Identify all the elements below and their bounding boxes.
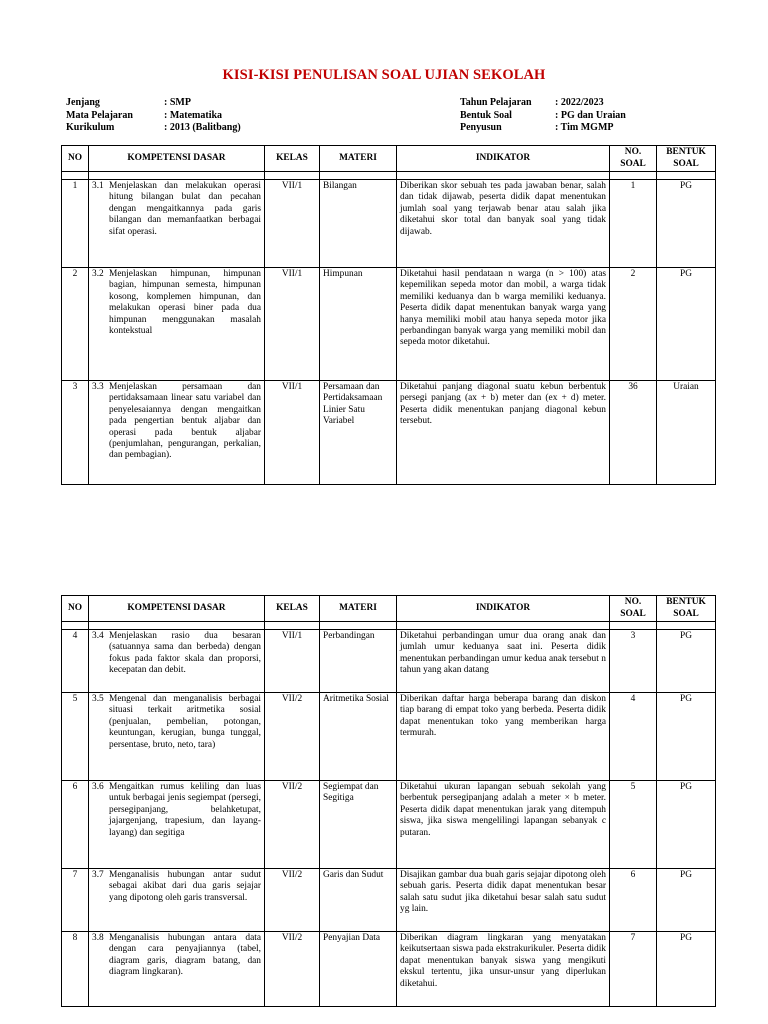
cell-indikator: Diketahui hasil pendataan n warga (n > 100) atas kepemilikan sepeda motor dan mobil, a warga tidak memiliki keduanya dan b warga memiliki keduanya. Peserta didik dapat menentukan banyak warga yang hanya memiliki mobil atau hanya sepeda motor jika perbandingan banyak warga yang memiliki mobil dan sepeda motor diketahui. <box>397 268 610 381</box>
kisi-table-2 <box>61 595 716 1007</box>
meta-key: Tahun Pelajaran <box>460 97 532 108</box>
header-no: NO <box>62 146 89 172</box>
cell-bentuk-soal: Uraian <box>657 381 716 485</box>
cell-no: 4 <box>62 630 89 693</box>
cell-indikator: Diberikan diagram lingkaran yang menyatakan keikutsertaan siswa pada ekstrakurikuler. Peserta didik dapat menentukan banyak siswa yang mengikuti ekskul tertentu, jika unsur-unsur yang diperlukan diketahui. <box>397 932 610 1007</box>
cell-indikator: Diberikan skor sebuah tes pada jawaban benar, salah dan tidak dijawab, peserta didik dapat menentukan jumlah soal yang terjawab benar atau salah jika diketahui skor total dan banyak soal yang tidak dijawab. <box>397 180 610 268</box>
header-kelas: KELAS <box>265 146 320 172</box>
header-bentuk-soal: BENTUK SOAL <box>657 596 716 622</box>
cell-bentuk-soal: PG <box>657 180 716 268</box>
table-row <box>62 180 716 268</box>
header-materi: MATERI <box>320 146 397 172</box>
header-no-soal: NO. SOAL <box>610 596 657 622</box>
meta-value: : SMP <box>164 97 191 108</box>
kd-text: Menjelaskan himpunan, himpunan bagian, himpunan semesta, himpunan kosong, komplemen himpunan, dan melakukan operasi biner pada dua himpunan menggunakan masalah kontekstual <box>109 269 261 337</box>
header-bentuk-soal: BENTUK SOAL <box>657 146 716 172</box>
table-row <box>62 381 716 485</box>
kisi-table-2-body <box>62 596 716 1007</box>
cell-kompetensi-dasar <box>89 932 265 1007</box>
kd-text: Menganalisis hubungan antar sudut sebagai akibat dari dua garis sejajar yang dipotong oleh garis transversal. <box>109 870 261 903</box>
spacer-cell <box>610 622 657 630</box>
cell-no: 6 <box>62 781 89 869</box>
cell-no-soal: 4 <box>610 693 657 781</box>
cell-indikator: Diketahui ukuran lapangan sebuah sekolah yang berbentuk persegipanjang adalah a meter × b meter. Peserta didik dapat menentukan jarak yang ditempuh siswa, jika siswa mengelilingi lapangan sebanyak c putaran. <box>397 781 610 869</box>
kd-wrap <box>92 870 261 904</box>
spacer-cell <box>265 172 320 180</box>
cell-kompetensi-dasar <box>89 693 265 781</box>
kd-number: 3.8 <box>92 933 104 943</box>
cell-bentuk-soal: PG <box>657 268 716 381</box>
spacer-cell <box>89 172 265 180</box>
spacer-cell <box>62 172 89 180</box>
header-materi: MATERI <box>320 596 397 622</box>
kd-number: 3.3 <box>92 382 104 392</box>
cell-no-soal: 3 <box>610 630 657 693</box>
header-kelas: KELAS <box>265 596 320 622</box>
table-row <box>62 268 716 381</box>
meta-key: Bentuk Soal <box>460 109 512 121</box>
cell-materi: Segiempat dan Segitiga <box>320 781 397 869</box>
kd-number: 3.2 <box>92 269 104 279</box>
cell-kompetensi-dasar <box>89 381 265 485</box>
spacer-cell <box>397 622 610 630</box>
spacer-cell <box>62 622 89 630</box>
meta-row <box>66 110 241 123</box>
spacer-cell <box>610 172 657 180</box>
cell-no-soal: 6 <box>610 869 657 932</box>
cell-materi: Aritmetika Sosial <box>320 693 397 781</box>
cell-materi: Garis dan Sudut <box>320 869 397 932</box>
cell-no: 1 <box>62 180 89 268</box>
meta-value: : Tim MGMP <box>555 122 614 133</box>
table-row <box>62 869 716 932</box>
meta-right <box>460 97 626 135</box>
cell-no: 3 <box>62 381 89 485</box>
header-kompetensi-dasar: KOMPETENSI DASAR <box>89 146 265 172</box>
spacer-cell <box>265 622 320 630</box>
cell-kelas: VII/2 <box>265 932 320 1007</box>
spacer-cell <box>657 622 716 630</box>
kd-wrap <box>92 631 261 677</box>
cell-no-soal: 5 <box>610 781 657 869</box>
cell-bentuk-soal: PG <box>657 932 716 1007</box>
cell-kelas: VII/1 <box>265 381 320 485</box>
kd-text: Mengenal dan menganalisis berbagai situasi terkait aritmetika sosial (penjualan, pembelian, potongan, keuntungan, kerugian, bunga tunggal, persentase, bruto, neto, tara) <box>109 694 261 750</box>
header-kompetensi-dasar: KOMPETENSI DASAR <box>89 596 265 622</box>
meta-row <box>460 122 626 135</box>
cell-no-soal: 1 <box>610 180 657 268</box>
spacer-row <box>62 622 716 630</box>
cell-no: 7 <box>62 869 89 932</box>
table-row <box>62 630 716 693</box>
cell-bentuk-soal: PG <box>657 693 716 781</box>
cell-no: 5 <box>62 693 89 781</box>
kd-wrap <box>92 782 261 839</box>
kd-text: Menganalisis hubungan antara data dengan cara penyajiannya (tabel, diagram garis, diagram batang, dan diagram lingkaran). <box>109 933 261 978</box>
meta-value: : 2022/2023 <box>555 97 604 108</box>
meta-row <box>460 110 626 123</box>
meta-value: : Matematika <box>164 109 223 121</box>
header-no: NO <box>62 596 89 622</box>
table-row <box>62 932 716 1007</box>
meta-left <box>66 97 241 135</box>
header-no-soal: NO. SOAL <box>610 146 657 172</box>
kd-text: Menjelaskan persamaan dan pertidaksamaan linear satu variabel dan penyelesaiannya dengan mengaitkan pada pengertian bentuk aljabar dan operasi pada bentuk aljabar (penjumlahan, pengurangan, perkalian, dan pembagian). <box>109 382 261 461</box>
spacer-cell <box>320 172 397 180</box>
cell-kompetensi-dasar <box>89 781 265 869</box>
meta-key: Kurikulum <box>66 122 115 133</box>
header-indikator: INDIKATOR <box>397 146 610 172</box>
meta-row <box>460 97 626 110</box>
kd-wrap <box>92 181 261 238</box>
kd-wrap <box>92 694 261 751</box>
cell-indikator: Diberikan daftar harga beberapa barang dan diskon tiap barang di empat toko yang berbeda. Peserta didik dapat menentukan toko yang memberikan harga termurah. <box>397 693 610 781</box>
cell-no: 2 <box>62 268 89 381</box>
cell-bentuk-soal: PG <box>657 781 716 869</box>
document-title: KISI-KISI PENULISAN SOAL UJIAN SEKOLAH <box>222 67 546 83</box>
kd-number: 3.1 <box>92 181 104 191</box>
spacer-cell <box>657 172 716 180</box>
cell-kompetensi-dasar <box>89 869 265 932</box>
header-indikator: INDIKATOR <box>397 596 610 622</box>
cell-materi: Penyajian Data <box>320 932 397 1007</box>
meta-value: : 2013 (Balitbang) <box>164 122 241 133</box>
kisi-table-1-body <box>62 146 716 485</box>
cell-no-soal: 2 <box>610 268 657 381</box>
cell-no-soal: 7 <box>610 932 657 1007</box>
cell-bentuk-soal: PG <box>657 630 716 693</box>
cell-kelas: VII/2 <box>265 869 320 932</box>
spacer-cell <box>397 172 610 180</box>
cell-kompetensi-dasar <box>89 268 265 381</box>
meta-key: Penyusun <box>460 122 502 133</box>
cell-indikator: Disajikan gambar dua buah garis sejajar dipotong oleh sebuah garis. Peserta didik dapat menentukan besar salah satu sudut jika diketahui besar salah satu sudut yg lain. <box>397 869 610 932</box>
cell-kelas: VII/1 <box>265 630 320 693</box>
table-row <box>62 781 716 869</box>
cell-materi: Bilangan <box>320 180 397 268</box>
kd-wrap <box>92 933 261 979</box>
table-row <box>62 693 716 781</box>
cell-no-soal: 36 <box>610 381 657 485</box>
kd-number: 3.4 <box>92 631 104 641</box>
spacer-cell <box>89 622 265 630</box>
cell-kompetensi-dasar <box>89 180 265 268</box>
cell-kompetensi-dasar <box>89 630 265 693</box>
kd-number: 3.6 <box>92 782 104 792</box>
kd-text: Menjelaskan dan melakukan operasi hitung bilangan bulat dan pecahan dengan mengaitkannya pada garis bilangan dan memanfaatkan berbagai sifat operasi. <box>109 181 261 237</box>
meta-row <box>66 97 241 110</box>
kd-number: 3.5 <box>92 694 104 704</box>
cell-kelas: VII/1 <box>265 268 320 381</box>
cell-no: 8 <box>62 932 89 1007</box>
table-header-row <box>62 596 716 622</box>
kd-text: Mengaitkan rumus keliling dan luas untuk berbagai jenis segiempat (persegi, persegipanjang, belahketupat, jajargenjang, trapesium, dan layang-layang) dan segitiga <box>109 782 261 838</box>
meta-key: Jenjang <box>66 97 100 108</box>
kd-number: 3.7 <box>92 870 104 880</box>
meta-key: Mata Pelajaran <box>66 109 133 121</box>
spacer-row <box>62 172 716 180</box>
cell-kelas: VII/1 <box>265 180 320 268</box>
cell-kelas: VII/2 <box>265 781 320 869</box>
cell-materi: Perbandingan <box>320 630 397 693</box>
kd-wrap <box>92 382 261 462</box>
kd-text: Menjelaskan rasio dua besaran (satuannya sama dan berbeda) dengan fokus pada faktor skala dan proporsi, kecepatan dan debit. <box>109 631 261 676</box>
cell-materi: Himpunan <box>320 268 397 381</box>
cell-indikator: Diketahui perbandingan umur dua orang anak dan jumlah umur keduanya saat ini. Peserta didik menentukan perbandingan umur kedua anak tersebut n tahun yang akan datang <box>397 630 610 693</box>
cell-kelas: VII/2 <box>265 693 320 781</box>
meta-row <box>66 122 241 135</box>
spacer-cell <box>320 622 397 630</box>
meta-value: : PG dan Uraian <box>555 109 626 121</box>
kisi-table-1 <box>61 145 716 485</box>
cell-indikator: Diketahui panjang diagonal suatu kebun berbentuk persegi panjang (ax + b) meter dan (ex + d) meter. Peserta didik menentukan panjang diagonal kebun tersebut. <box>397 381 610 485</box>
cell-bentuk-soal: PG <box>657 869 716 932</box>
kd-wrap <box>92 269 261 337</box>
table-header-row <box>62 146 716 172</box>
cell-materi: Persamaan dan Pertidaksamaan Linier Satu Variabel <box>320 381 397 485</box>
